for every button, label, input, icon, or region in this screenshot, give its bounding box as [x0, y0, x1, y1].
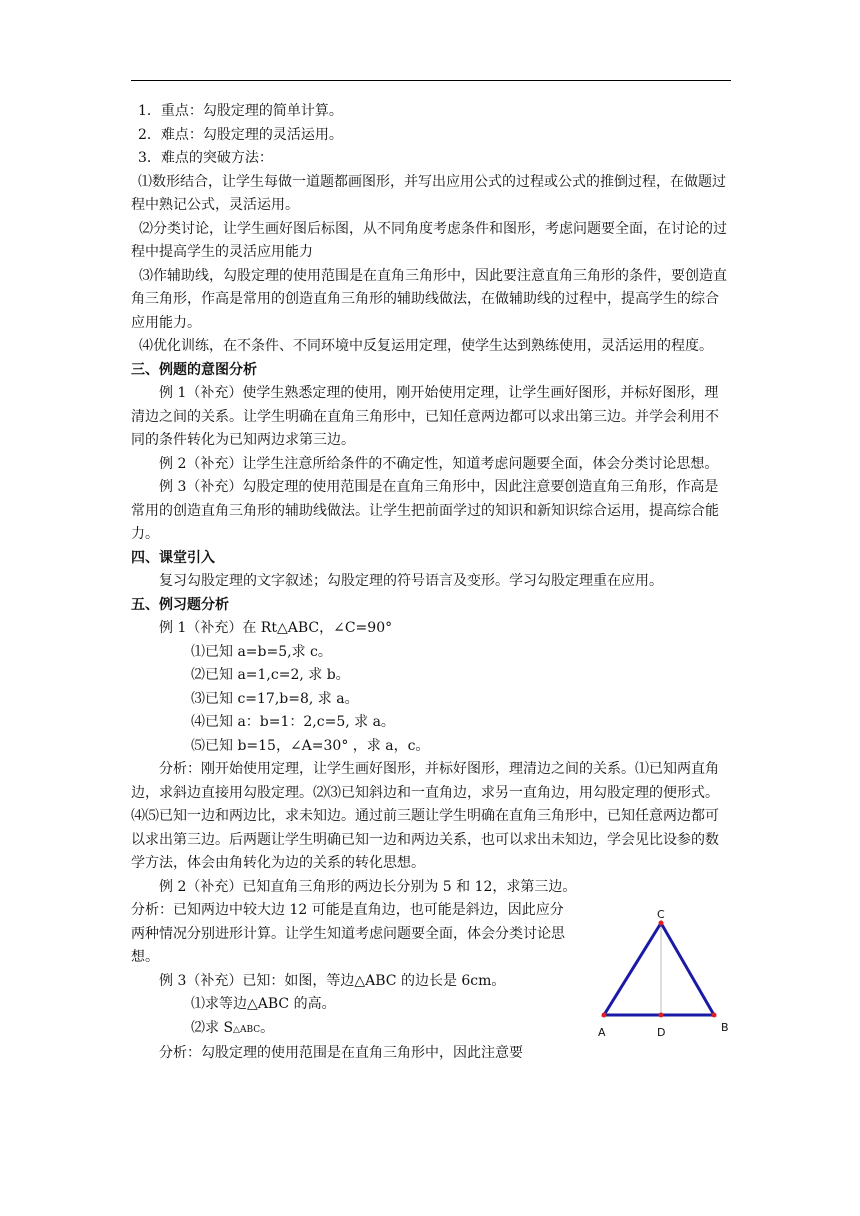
paragraph-text: ⑷优化训练，在不条件、不同环境中反复运用定理，使学生达到熟练使用，灵活运用的程度。 — [139, 338, 713, 354]
section-heading: 三、例题的意图分析 — [131, 361, 257, 378]
point-c — [659, 921, 664, 926]
paragraph-text: ⑴数形结合，让学生每做一道题都画图形，并写出应用公式的过程或公式的推倒过程，在做题过程中熟记公式，灵活运用。 — [131, 173, 726, 213]
header-rule — [131, 80, 731, 81]
paragraph-text: ⑶作辅助线，勾股定理的使用范围是在直角三角形中，因此要注意直角三角形的条件，要创造直角三角形，作高是常用的创造直角三角形的辅助线做法，在做辅助线的过程中，提高学生的综合应用能力。 — [131, 267, 727, 331]
equilateral-triangle-diagram — [596, 905, 736, 1040]
paragraph-text: ⑵分类讨论，让学生画好图后标图，从不同角度考虑条件和图形，考虑问题要全面，在讨论的过程中提高学生的灵活应用能力 — [131, 220, 727, 260]
paragraph: 3．难点的突破方法： — [138, 150, 273, 166]
area-subscript: △ABC — [233, 1024, 261, 1035]
paragraph — [131, 218, 731, 265]
paragraph: 复习勾股定理的文字叙述；勾股定理的符号语言及变形。学习勾股定理重在应用。 — [159, 573, 663, 589]
analysis-paragraph: 分析：已知两边中较大边 12 可能是直角边，也可能是斜边，因此应分两种情况分别进形计算。让学生知道考虑问题要全面，体会分类讨论思想。 — [131, 902, 565, 965]
example-item: ⑴已知 a=b=5,求 c。 — [191, 643, 332, 660]
paragraph — [131, 335, 731, 359]
paragraph: 例 3（补充）勾股定理的使用范围是在直角三角形中，因此注意要创造直角三角形，作高是常用的创造直角三角形的辅助线做法。让学生把前面学过的知识和新知识综合运用，提高综合能力。 — [131, 479, 719, 542]
section-heading: 五、例习题分析 — [131, 596, 229, 613]
example-item: ⑷已知 a：b=1：2,c=5, 求 a。 — [191, 714, 395, 730]
paragraph — [131, 265, 731, 336]
paragraph: 例 1（补充）使学生熟悉定理的使用，刚开始使用定理，让学生画好图形，并标好图形，理清边之间的关系。让学生明确在直角三角形中，已知任意两边都可以求出第三边。并学会利用不同的条件转化为已知两边求第三边。 — [131, 385, 719, 448]
example-item: ⑴求等边△ABC 的高。 — [191, 996, 336, 1012]
section-heading: 四、课堂引入 — [131, 549, 215, 566]
label-c: C — [657, 908, 665, 921]
paragraph: 例 2（补充）让学生注意所给条件的不确定性，知道考虑问题要全面，体会分类讨论思想。 — [159, 455, 719, 472]
analysis-paragraph: 分析：刚开始使用定理，让学生画好图形，并标好图形，理清边之间的关系。⑴已知两直角边，求斜边直接用勾股定理。⑵⑶已知斜边和一直角边，求另一直角边，用勾股定理的便形式。⑷⑸已知一边和两边比，求未知边。通过前三题让学生明确在直角三角形中，已知任意两边都可以求出第三边。后两题让学生明确已知一边和两边关系，也可以求出未知边，学会见比设参的数学方法，体会由角转化为边的关系的转化思想。 — [131, 761, 719, 871]
analysis-paragraph: 分析：勾股定理的使用范围是在直角三角形中，因此注意要 — [159, 1045, 523, 1061]
example-item: ⑶已知 c=17,b=8, 求 a。 — [191, 690, 359, 707]
example-item: ⑸已知 b=15，∠A=30° ，求 a，c。 — [191, 737, 430, 754]
example-title: 例 1（补充）在 Rt△ABC，∠C=90° — [159, 620, 393, 636]
paragraph: 1．重点：勾股定理的简单计算。 — [138, 103, 343, 119]
label-b: B — [721, 1021, 729, 1034]
point-d — [659, 1013, 664, 1018]
triangle-figure — [596, 905, 736, 1040]
label-d: D — [657, 1026, 666, 1039]
period: 。 — [260, 1019, 275, 1036]
area-label: ⑵求 S — [191, 1019, 234, 1036]
point-b — [712, 1013, 717, 1018]
point-a — [602, 1013, 607, 1018]
example-title: 例 2（补充）已知直角三角形的两边长分别为 5 和 12，求第三边。 — [159, 878, 577, 895]
example-item: ⑵已知 a=1,c=2, 求 b。 — [191, 667, 350, 683]
paragraph — [131, 171, 731, 218]
example-title: 例 3（补充）已知：如图，等边△ABC 的边长是 6cm。 — [159, 972, 506, 989]
paragraph: 2．难点：勾股定理的灵活运用。 — [138, 126, 343, 143]
label-a: A — [598, 1026, 606, 1039]
triangle-outline — [604, 923, 714, 1015]
